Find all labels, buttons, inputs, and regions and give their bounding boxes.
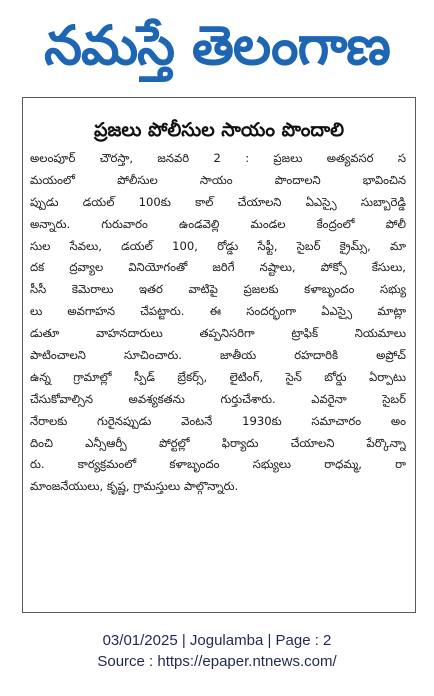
article-line: లు అవగాహన చేపట్టారు. ఈ సందర్భంగా ఏఎస్సై మాట్లా bbox=[30, 304, 406, 319]
article-line: నేరాలకు గురైనప్పుడు వెంటనే 1930కు సమాచారం అం bbox=[30, 413, 406, 428]
article-line: ఉన్న గ్రామాల్లో స్పీడ్ బ్రేకర్స్, లైటింగ్, సైన్ బోర్డు ఏర్పాటు bbox=[30, 369, 406, 384]
article-line: దించి ఎన్సీఆర్పీ పోర్టల్లో ఫిర్యాదు చేయాలని పేర్కొన్నా bbox=[30, 435, 406, 450]
article-line: రు. కార్యక్రమంలో కళాబృందం సభ్యులు రాధమ్మ, రా bbox=[30, 457, 406, 472]
article-line: చేసుకోవాల్సిన అవశ్యకతను గుర్తుచేశారు. ఎవరైనా సైబర్ bbox=[30, 391, 406, 406]
article-line: అలంపూర్ చౌరస్తా, జనవరి 2 : ప్రజలు అత్యవసర స bbox=[30, 151, 406, 165]
article-line: సుల సేవలు, డయల్ 100, రోడ్డు సేఫ్టీ, సైబర్ క్రైమ్స్, మా bbox=[30, 238, 406, 253]
article-line: డుతూ వాహనదారులు తప్పనిసరిగా ట్రాఫిక్ నియమాలు bbox=[30, 326, 406, 341]
footer-meta: 03/01/2025 | Jogulamba | Page : 2 bbox=[102, 632, 332, 649]
article-line: సీసీ కెమెరాలు ఇతర వాటిపై ప్రజలకు కళాబృందం సభ్యు bbox=[30, 282, 406, 297]
footer bbox=[0, 630, 434, 672]
article-line: పాటించాలని సూచించారు. జాతీయ రహదారికి అప్రోచ్ bbox=[30, 348, 406, 363]
article-line: మయంలో పోలీసుల సాయం పొందాలని భావించిన bbox=[30, 172, 406, 187]
article-headline: ప్రజలు పోలీసుల సాయం పొందాలి bbox=[93, 119, 345, 141]
article-line: దక ద్రవ్యాల వినియోగంతో జరిగే నష్టాలు, పోక్సో కేసులు, bbox=[30, 260, 406, 275]
footer-source: Source : https://epaper.ntnews.com/ bbox=[97, 653, 337, 670]
article-body bbox=[30, 148, 406, 498]
article-line: మాంజనేయులు, కృష్ణ, గ్రామస్తులు పాల్గొన్నారు. bbox=[30, 479, 239, 494]
masthead-logo bbox=[0, 0, 434, 92]
article-line: ప్పుడు డయల్ 100కు కాల్ చేయాలని ఏఎస్సై సుబ్బారెడ్డి bbox=[30, 194, 406, 209]
article-line: అన్నారు. గురువారం ఉండవెల్లి మండల కేంద్రంలో పోలీ bbox=[30, 216, 406, 231]
masthead-title: నమస్తే తెలంగాణ bbox=[44, 14, 390, 77]
